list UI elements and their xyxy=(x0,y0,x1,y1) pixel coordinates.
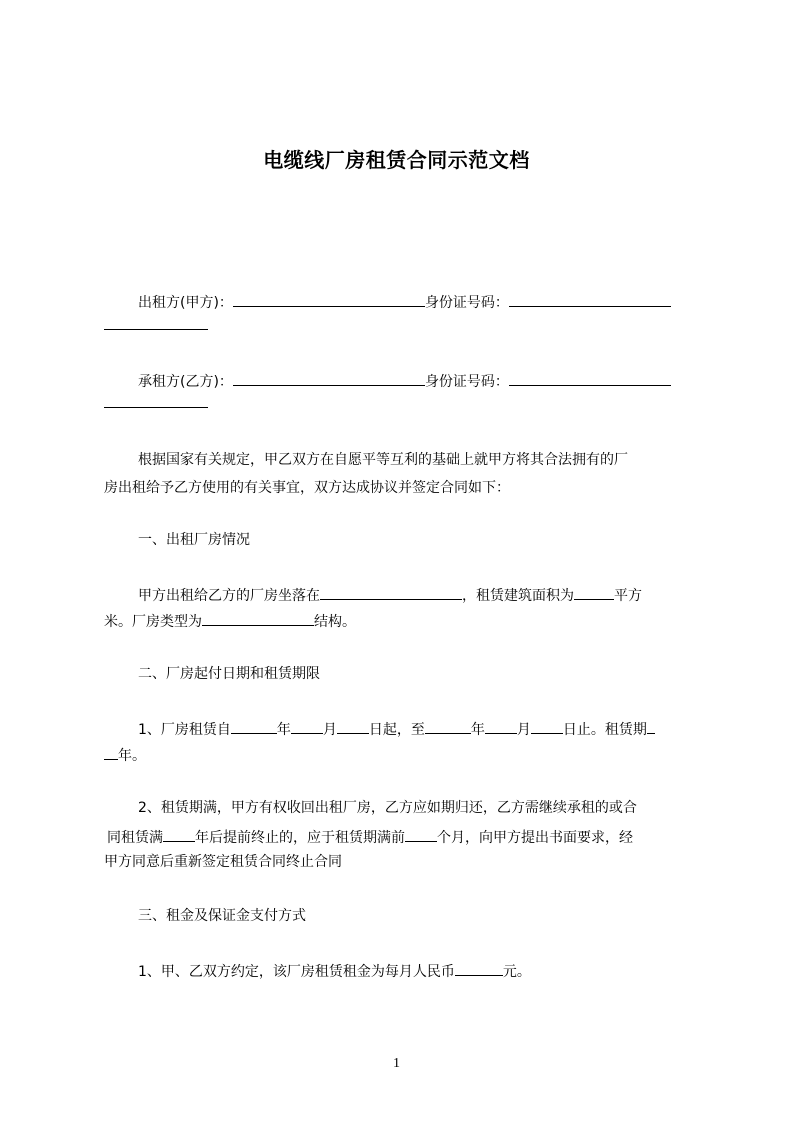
s2-item2-line-2 xyxy=(107,826,707,848)
s2-i1-month2: 月 xyxy=(516,722,531,738)
s2-item2-line-3: 甲方同意后重新签定租赁合同终止合同 xyxy=(104,854,342,870)
s1-text-d: 米。厂房类型为 xyxy=(104,614,202,630)
s3-i1-text-a: 1、甲、乙双方约定，该厂房租赁租金为每月人民币 xyxy=(138,964,455,980)
end-month-blank xyxy=(485,718,517,734)
s1-paragraph-line-1 xyxy=(138,584,738,606)
start-day-blank xyxy=(337,718,369,734)
s2-i2-text-a: 同租赁满 xyxy=(107,830,163,846)
lessor-id-label: 身份证号码： xyxy=(424,295,509,311)
s2-i1-day-to: 日止。租赁期 xyxy=(562,722,647,738)
lessee-name-blank xyxy=(233,370,425,386)
lessor-id-blank xyxy=(509,291,671,307)
lessee-id-blank xyxy=(509,370,671,386)
s2-item1-line-1 xyxy=(138,718,738,740)
lessor-id-blank-cont xyxy=(104,314,208,330)
page-number: 1 xyxy=(393,1056,400,1071)
s1-text-b: ，租赁建筑面积为 xyxy=(462,588,574,604)
s2-item2-line-1: 2、租赁期满，甲方有权收回出租厂房，乙方应如期归还，乙方需继续承租的或合 xyxy=(138,800,637,816)
s3-i1-text-b: 元。 xyxy=(502,964,531,980)
s1-text-e: 结构。 xyxy=(314,614,356,630)
lessor-line xyxy=(138,291,738,313)
start-month-blank xyxy=(291,718,323,734)
s2-i1-text-a: 1、厂房租赁自 xyxy=(138,722,231,738)
s2-i1-end: 年。 xyxy=(118,748,146,764)
document-title: 电缆线厂房租赁合同示范文档 xyxy=(263,148,530,172)
lessor-name-blank xyxy=(233,291,425,307)
rent-blank xyxy=(455,960,503,976)
lessor-label: 出租方(甲方)： xyxy=(138,295,233,311)
months-blank xyxy=(405,826,437,842)
section1-heading: 一、出租厂房情况 xyxy=(138,532,250,548)
s1-paragraph-line-2 xyxy=(104,610,704,632)
lessee-line xyxy=(138,370,738,392)
end-day-blank xyxy=(531,718,563,734)
s3-item1-line xyxy=(138,960,738,982)
s2-i1-year: 年 xyxy=(276,722,291,738)
s2-i1-month: 月 xyxy=(322,722,337,738)
s2-i1-year2: 年 xyxy=(470,722,485,738)
end-year-blank xyxy=(425,718,471,734)
location-blank xyxy=(320,584,462,600)
term-blank-a xyxy=(647,718,655,734)
lessee-id-blank-cont xyxy=(104,392,208,408)
lessee-label: 承租方(乙方)： xyxy=(138,374,233,390)
lessee-id-label: 身份证号码： xyxy=(424,374,509,390)
years-blank xyxy=(163,826,195,842)
s2-i2-text-b: 年后提前终止的，应于租赁期满前 xyxy=(195,830,405,846)
term-blank-b xyxy=(104,744,118,760)
start-year-blank xyxy=(231,718,277,734)
area-blank xyxy=(574,584,614,600)
lessee-line-cont xyxy=(104,392,704,414)
preamble-line-1: 根据国家有关规定，甲乙双方在自愿平等互利的基础上就甲方将其合法拥有的厂 xyxy=(138,452,628,468)
s2-i1-day-from: 日起，至 xyxy=(368,722,425,738)
s2-item1-line-2 xyxy=(104,744,704,766)
section3-heading: 三、租金及保证金支付方式 xyxy=(138,908,306,924)
lessor-line-cont xyxy=(104,314,704,336)
preamble-line-2: 房出租给予乙方使用的有关事宜，双方达成协议并签定合同如下： xyxy=(104,480,510,496)
s2-i2-text-c: 个月，向甲方提出书面要求，经 xyxy=(437,830,633,846)
s1-text-c: 平方 xyxy=(614,588,642,604)
section2-heading: 二、厂房起付日期和租赁期限 xyxy=(138,666,320,682)
structure-blank xyxy=(202,610,314,626)
s1-text-a: 甲方出租给乙方的厂房坐落在 xyxy=(138,588,320,604)
